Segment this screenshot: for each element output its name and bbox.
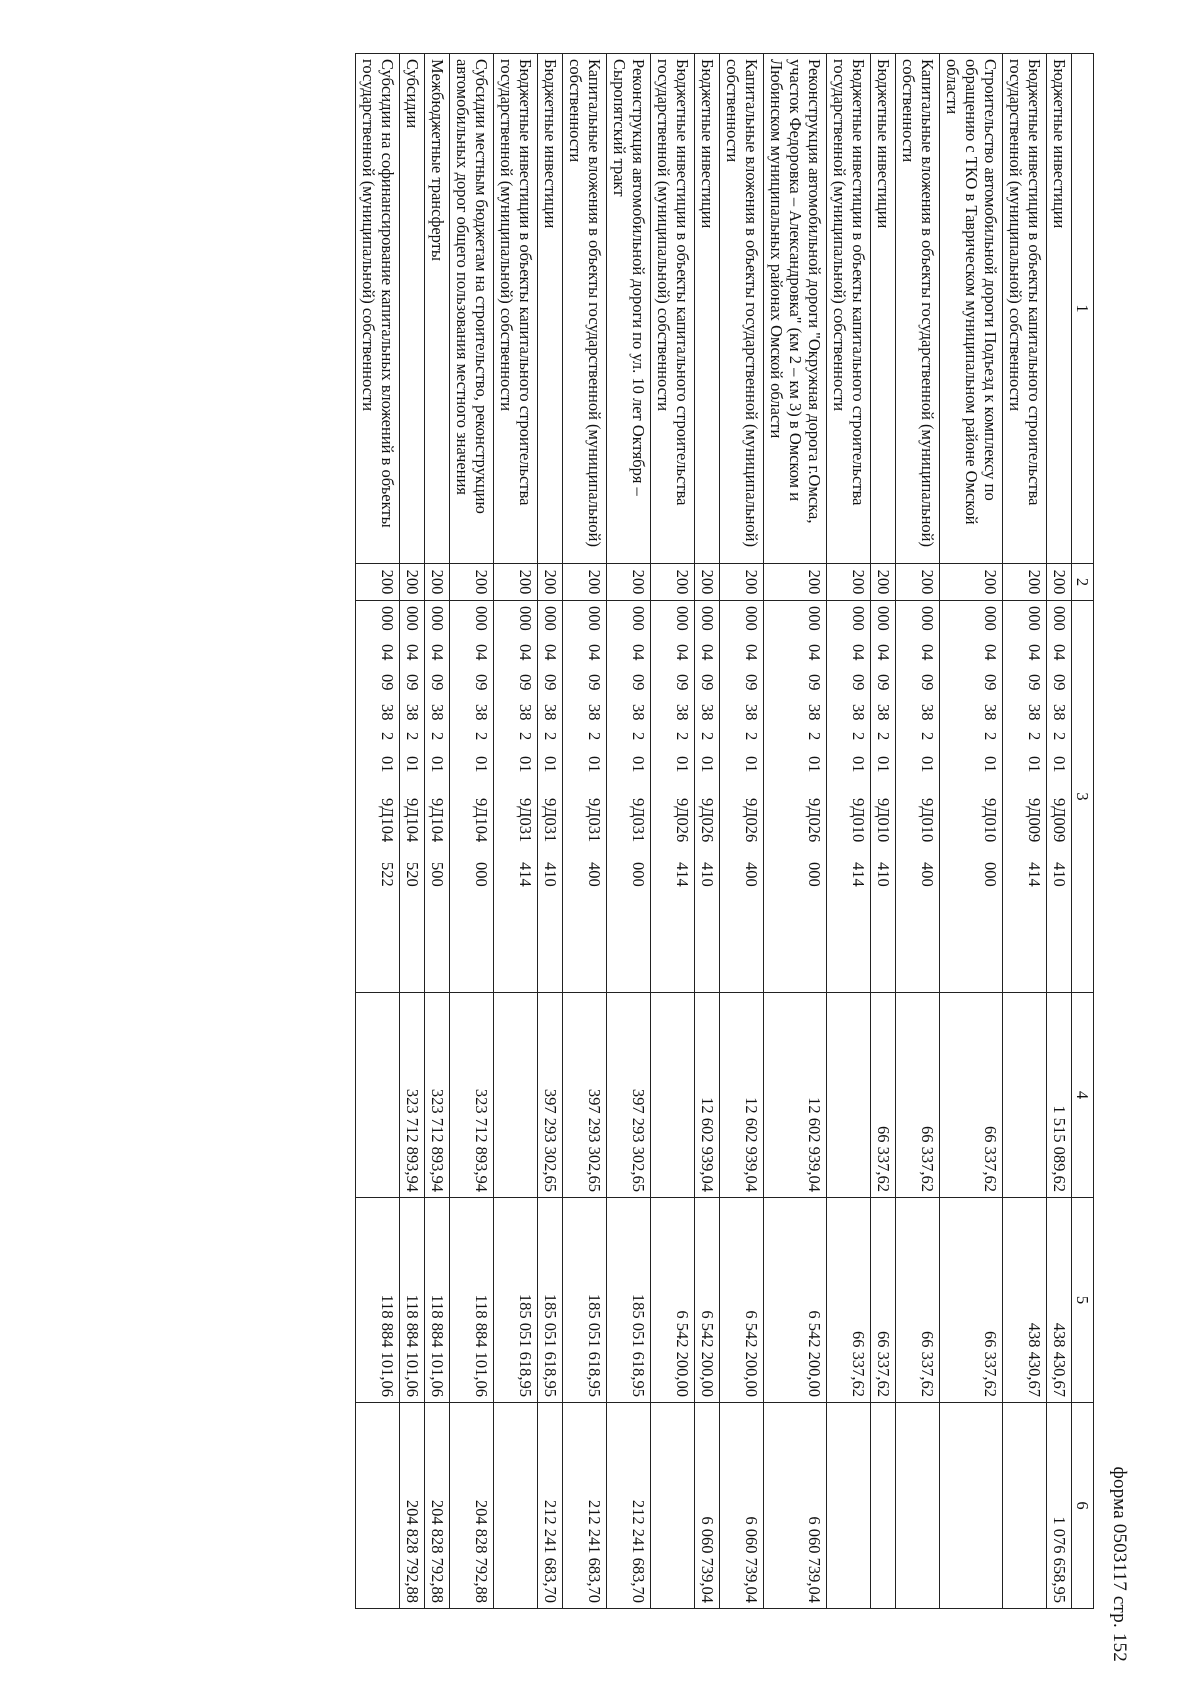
executed-amount-cell: 66 337,62 <box>827 1198 871 1403</box>
budget-code-part: 38 <box>629 704 648 721</box>
budget-code <box>472 606 491 987</box>
budget-code-part: 9Д104 <box>378 798 397 843</box>
budget-code-part: 400 <box>742 862 761 887</box>
executed-amount-cell: 118 884 101,06 <box>425 1198 450 1403</box>
budget-code-part: 000 <box>472 606 491 631</box>
budget-code-part: 9Д009 <box>1025 798 1044 843</box>
budget-code <box>629 606 648 987</box>
budget-code-cell <box>871 601 896 993</box>
unexecuted-amount-cell: 6 060 739,04 <box>720 1403 764 1609</box>
line-code-cell: 200 <box>1047 564 1072 601</box>
table-row <box>764 54 827 1609</box>
budget-code-part: 000 <box>918 606 937 631</box>
budget-code-part: 000 <box>629 862 648 887</box>
budget-code-part: 01 <box>541 756 560 773</box>
budget-code-part: 414 <box>849 862 868 887</box>
budget-code-cell <box>1047 601 1072 993</box>
executed-amount-cell: 6 542 200,00 <box>720 1198 764 1403</box>
budget-code-part: 09 <box>742 674 761 691</box>
budget-code-cell <box>425 601 450 993</box>
budget-code-part: 04 <box>981 644 1000 661</box>
budget-code-part: 000 <box>849 606 868 631</box>
row-name-cell: Бюджетные инвестиции в объекты капитального строительства государственной (муниципальной) собственности <box>1003 54 1047 564</box>
budget-code-part: 2 <box>629 732 648 741</box>
unexecuted-amount-cell: 1 076 658,95 <box>1047 1403 1072 1609</box>
unexecuted-amount-cell <box>896 1403 940 1609</box>
line-code-cell: 200 <box>356 564 400 601</box>
budget-code-part: 2 <box>472 732 491 741</box>
budget-code <box>874 606 893 987</box>
budget-code-part: 01 <box>428 756 447 773</box>
budget-code-part: 38 <box>698 704 717 721</box>
budget-code-part: 000 <box>742 606 761 631</box>
row-name-cell: Субсидии на софинансирование капитальных вложений в объекты государственной (муниципальной) собственности <box>356 54 400 564</box>
budget-code-part: 38 <box>874 704 893 721</box>
row-name-cell: Межбюджетные трансферты <box>425 54 450 564</box>
budget-code-part: 000 <box>541 606 560 631</box>
budget-code-part: 000 <box>805 606 824 631</box>
budget-code-part: 09 <box>541 674 560 691</box>
budget-code-part: 9Д031 <box>516 798 535 843</box>
row-name-cell: Бюджетные инвестиции <box>538 54 563 564</box>
budget-code-part: 01 <box>805 756 824 773</box>
table-row <box>871 54 896 1609</box>
budget-code-cell <box>651 601 695 993</box>
executed-amount-cell: 118 884 101,06 <box>356 1198 400 1403</box>
budget-code-part: 2 <box>1050 732 1069 741</box>
unexecuted-amount-cell <box>940 1403 1003 1609</box>
approved-amount-cell <box>1003 993 1047 1198</box>
executed-amount-cell: 438 430,67 <box>1003 1198 1047 1403</box>
budget-code <box>541 606 560 987</box>
approved-amount-cell: 1 515 089,62 <box>1047 993 1072 1198</box>
executed-amount-cell: 438 430,67 <box>1047 1198 1072 1403</box>
budget-code-part: 9Д104 <box>403 798 422 843</box>
budget-code-part: 04 <box>403 644 422 661</box>
budget-code-part: 09 <box>403 674 422 691</box>
budget-code-part: 410 <box>874 862 893 887</box>
header-cell-name: 1 <box>1072 54 1094 564</box>
row-name-cell: Капитальные вложения в объекты государственной (муниципальной) собственности <box>720 54 764 564</box>
budget-code-cell <box>695 601 720 993</box>
executed-amount-cell: 118 884 101,06 <box>450 1198 494 1403</box>
line-code-cell: 200 <box>400 564 425 601</box>
budget-code-part: 09 <box>849 674 868 691</box>
rotated-page <box>92 53 1132 1670</box>
budget-code-cell <box>940 601 1003 993</box>
budget-code-part: 09 <box>981 674 1000 691</box>
budget-code-cell <box>494 601 538 993</box>
budget-code-part: 2 <box>805 732 824 741</box>
budget-code-part: 38 <box>585 704 604 721</box>
approved-amount-cell <box>651 993 695 1198</box>
budget-code-part: 000 <box>805 862 824 887</box>
budget-code-part: 000 <box>981 862 1000 887</box>
budget-code <box>428 606 447 987</box>
budget-code-cell <box>450 601 494 993</box>
budget-code-cell <box>563 601 607 993</box>
executed-amount-cell: 66 337,62 <box>871 1198 896 1403</box>
budget-code-part: 04 <box>1025 644 1044 661</box>
budget-code-part: 04 <box>541 644 560 661</box>
table-row <box>651 54 695 1609</box>
budget-code-part: 2 <box>981 732 1000 741</box>
row-name-cell: Субсидии местным бюджетам на строительство, реконструкцию автомобильных дорог общего пользования местного значения <box>450 54 494 564</box>
budget-code-part: 38 <box>472 704 491 721</box>
budget-code-part: 414 <box>1025 862 1044 887</box>
budget-code <box>805 606 824 987</box>
budget-code-part: 01 <box>698 756 717 773</box>
budget-code-part: 04 <box>428 644 447 661</box>
budget-code-part: 04 <box>673 644 692 661</box>
budget-code-part: 04 <box>1050 644 1069 661</box>
budget-code-part: 04 <box>918 644 937 661</box>
budget-code <box>849 606 868 987</box>
table-row <box>538 54 563 1609</box>
budget-code-cell <box>607 601 651 993</box>
executed-amount-cell: 66 337,62 <box>896 1198 940 1403</box>
budget-code-part: 01 <box>918 756 937 773</box>
budget-code-part: 2 <box>403 732 422 741</box>
line-code-cell: 200 <box>425 564 450 601</box>
budget-code-part: 01 <box>673 756 692 773</box>
approved-amount-cell <box>827 993 871 1198</box>
unexecuted-amount-cell <box>871 1403 896 1609</box>
budget-code-part: 000 <box>378 606 397 631</box>
budget-code-part: 9Д104 <box>472 798 491 843</box>
budget-code <box>585 606 604 987</box>
budget-code-cell <box>538 601 563 993</box>
approved-amount-cell: 12 602 939,04 <box>764 993 827 1198</box>
budget-code-cell <box>400 601 425 993</box>
approved-amount-cell: 66 337,62 <box>896 993 940 1198</box>
row-name-cell: Бюджетные инвестиции <box>695 54 720 564</box>
budget-code-part: 000 <box>629 606 648 631</box>
budget-code-part: 01 <box>472 756 491 773</box>
budget-code-part: 410 <box>541 862 560 887</box>
budget-code-part: 38 <box>673 704 692 721</box>
budget-code-part: 38 <box>742 704 761 721</box>
table-row <box>607 54 651 1609</box>
unexecuted-amount-cell: 204 828 792,88 <box>450 1403 494 1609</box>
approved-amount-cell: 323 712 893,94 <box>450 993 494 1198</box>
budget-code-part: 000 <box>428 606 447 631</box>
budget-code-part: 000 <box>673 606 692 631</box>
table-row <box>494 54 538 1609</box>
header-cell-approved: 4 <box>1072 993 1094 1198</box>
budget-code-part: 400 <box>918 862 937 887</box>
executed-amount-cell: 6 542 200,00 <box>695 1198 720 1403</box>
budget-code-part: 38 <box>981 704 1000 721</box>
budget-code-part: 410 <box>1050 862 1069 887</box>
budget-code-part: 09 <box>378 674 397 691</box>
budget-code-part: 38 <box>918 704 937 721</box>
budget-code-cell <box>896 601 940 993</box>
budget-code-part: 04 <box>874 644 893 661</box>
budget-code-part: 9Д026 <box>673 798 692 843</box>
line-code-cell: 200 <box>827 564 871 601</box>
budget-code-cell <box>764 601 827 993</box>
budget-code-part: 000 <box>1050 606 1069 631</box>
unexecuted-amount-cell <box>356 1403 400 1609</box>
budget-code-part: 38 <box>805 704 824 721</box>
budget-code-part: 09 <box>673 674 692 691</box>
header-cell-line-code: 2 <box>1072 564 1094 601</box>
budget-code-part: 04 <box>516 644 535 661</box>
approved-amount-cell: 397 293 302,65 <box>607 993 651 1198</box>
line-code-cell: 200 <box>871 564 896 601</box>
approved-amount-cell: 323 712 893,94 <box>400 993 425 1198</box>
budget-code-part: 04 <box>472 644 491 661</box>
budget-code-part: 500 <box>428 862 447 887</box>
approved-amount-cell: 12 602 939,04 <box>720 993 764 1198</box>
executed-amount-cell: 185 051 618,95 <box>494 1198 538 1403</box>
budget-code-part: 01 <box>629 756 648 773</box>
budget-code-part: 09 <box>629 674 648 691</box>
budget-code-part: 09 <box>918 674 937 691</box>
budget-code-part: 2 <box>428 732 447 741</box>
budget-code-part: 414 <box>516 862 535 887</box>
row-name-cell: Бюджетные инвестиции в объекты капитального строительства государственной (муниципальной) собственности <box>651 54 695 564</box>
budget-code-part: 9Д031 <box>585 798 604 843</box>
budget-code-part: 9Д026 <box>805 798 824 843</box>
budget-code-part: 01 <box>1050 756 1069 773</box>
table-row <box>720 54 764 1609</box>
budget-code-part: 04 <box>805 644 824 661</box>
unexecuted-amount-cell: 212 241 683,70 <box>563 1403 607 1609</box>
row-name-cell: Строительство автомобильной дороги Подъезд к комплексу по обращению с ТКО в Таврическом муниципальном районе Омской области <box>940 54 1003 564</box>
budget-code-part: 04 <box>378 644 397 661</box>
budget-code-part: 38 <box>541 704 560 721</box>
table-row <box>1047 54 1072 1609</box>
budget-code-part: 09 <box>874 674 893 691</box>
budget-code-part: 2 <box>698 732 717 741</box>
executed-amount-cell: 118 884 101,06 <box>400 1198 425 1403</box>
table-row <box>563 54 607 1609</box>
line-code-cell: 200 <box>651 564 695 601</box>
budget-code <box>981 606 1000 987</box>
budget-code-part: 09 <box>516 674 535 691</box>
line-code-cell: 200 <box>695 564 720 601</box>
budget-code-cell <box>356 601 400 993</box>
budget-code-part: 2 <box>742 732 761 741</box>
budget-code-part: 38 <box>403 704 422 721</box>
line-code-cell: 200 <box>940 564 1003 601</box>
budget-code-part: 09 <box>1025 674 1044 691</box>
budget-code-part: 414 <box>673 862 692 887</box>
budget-code-part: 000 <box>981 606 1000 631</box>
budget-code-part: 000 <box>585 606 604 631</box>
budget-code-part: 01 <box>874 756 893 773</box>
budget-execution-table <box>355 53 1094 1609</box>
executed-amount-cell: 6 542 200,00 <box>764 1198 827 1403</box>
row-name-cell: Бюджетные инвестиции в объекты капитального строительства государственной (муниципальной) собственности <box>494 54 538 564</box>
budget-code <box>742 606 761 987</box>
budget-code-part: 38 <box>516 704 535 721</box>
budget-code-part: 38 <box>849 704 868 721</box>
budget-code-part: 9Д026 <box>742 798 761 843</box>
budget-code-part: 2 <box>673 732 692 741</box>
budget-code-part: 2 <box>1025 732 1044 741</box>
table-row <box>896 54 940 1609</box>
budget-code-part: 09 <box>428 674 447 691</box>
budget-code-part: 9Д010 <box>849 798 868 843</box>
budget-code <box>698 606 717 987</box>
budget-code-part: 01 <box>403 756 422 773</box>
unexecuted-amount-cell: 204 828 792,88 <box>425 1403 450 1609</box>
approved-amount-cell <box>356 993 400 1198</box>
budget-code-cell <box>827 601 871 993</box>
row-name-cell: Капитальные вложения в объекты государственной (муниципальной) собственности <box>896 54 940 564</box>
unexecuted-amount-cell <box>1003 1403 1047 1609</box>
budget-code-part: 2 <box>585 732 604 741</box>
budget-code-part: 2 <box>378 732 397 741</box>
budget-code-part: 09 <box>698 674 717 691</box>
budget-code <box>378 606 397 987</box>
line-code-cell: 200 <box>450 564 494 601</box>
unexecuted-amount-cell: 204 828 792,88 <box>400 1403 425 1609</box>
executed-amount-cell: 6 542 200,00 <box>651 1198 695 1403</box>
unexecuted-amount-cell: 6 060 739,04 <box>764 1403 827 1609</box>
budget-code-part: 000 <box>1025 606 1044 631</box>
executed-amount-cell: 185 051 618,95 <box>538 1198 563 1403</box>
approved-amount-cell: 66 337,62 <box>871 993 896 1198</box>
budget-code-part: 01 <box>1025 756 1044 773</box>
unexecuted-amount-cell <box>494 1403 538 1609</box>
line-code-cell: 200 <box>607 564 651 601</box>
budget-code-part: 01 <box>742 756 761 773</box>
budget-code-part: 000 <box>403 606 422 631</box>
table-row <box>1003 54 1047 1609</box>
line-code-cell: 200 <box>720 564 764 601</box>
row-name-cell: Бюджетные инвестиции <box>1047 54 1072 564</box>
approved-amount-cell: 397 293 302,65 <box>538 993 563 1198</box>
header-cell-unexecuted: 6 <box>1072 1403 1094 1609</box>
budget-code-part: 2 <box>874 732 893 741</box>
row-name-cell: Бюджетные инвестиции <box>871 54 896 564</box>
header-cell-executed: 5 <box>1072 1198 1094 1403</box>
budget-code-part: 2 <box>516 732 535 741</box>
unexecuted-amount-cell: 212 241 683,70 <box>538 1403 563 1609</box>
row-name-cell: Реконструкция автомобильной дороги "Окружная дорога г.Омска, участок Федоровка – Александровка" (км 2 – км 3) в Омском и Любинском муниципальных районах Омской области <box>764 54 827 564</box>
table-row <box>425 54 450 1609</box>
budget-code-cell <box>1003 601 1047 993</box>
budget-code-part: 38 <box>1050 704 1069 721</box>
table-row <box>827 54 871 1609</box>
table-row <box>450 54 494 1609</box>
budget-code-part: 38 <box>428 704 447 721</box>
budget-code-part: 2 <box>918 732 937 741</box>
budget-code-part: 38 <box>378 704 397 721</box>
budget-code-part: 01 <box>849 756 868 773</box>
budget-code-part: 01 <box>981 756 1000 773</box>
row-name-cell: Бюджетные инвестиции в объекты капитального строительства государственной (муниципальной) собственности <box>827 54 871 564</box>
budget-code <box>673 606 692 987</box>
budget-code-part: 01 <box>516 756 535 773</box>
budget-code-part: 04 <box>698 644 717 661</box>
table-row <box>940 54 1003 1609</box>
budget-code-part: 9Д026 <box>698 798 717 843</box>
header-cell-budget-code: 3 <box>1072 601 1094 993</box>
approved-amount-cell: 397 293 302,65 <box>563 993 607 1198</box>
approved-amount-cell <box>494 993 538 1198</box>
unexecuted-amount-cell: 212 241 683,70 <box>607 1403 651 1609</box>
budget-code-part: 9Д031 <box>629 798 648 843</box>
row-name-cell: Реконструкция автомобильной дороги по ул. 10 лет Октября – Сыропятский тракт <box>607 54 651 564</box>
executed-amount-cell: 185 051 618,95 <box>607 1198 651 1403</box>
budget-code <box>516 606 535 987</box>
budget-code-part: 04 <box>629 644 648 661</box>
budget-code-part: 09 <box>472 674 491 691</box>
line-code-cell: 200 <box>1003 564 1047 601</box>
approved-amount-cell: 12 602 939,04 <box>695 993 720 1198</box>
budget-code-part: 9Д009 <box>1050 798 1069 843</box>
budget-code-part: 04 <box>742 644 761 661</box>
row-name-cell: Капитальные вложения в объекты государственной (муниципальной) собственности <box>563 54 607 564</box>
budget-code-part: 2 <box>849 732 868 741</box>
executed-amount-cell: 66 337,62 <box>940 1198 1003 1403</box>
budget-code-part: 9Д010 <box>981 798 1000 843</box>
budget-code-part: 2 <box>541 732 560 741</box>
budget-code-part: 9Д010 <box>918 798 937 843</box>
budget-code-part: 9Д031 <box>541 798 560 843</box>
budget-code-part: 9Д010 <box>874 798 893 843</box>
budget-code-cell <box>720 601 764 993</box>
budget-code-part: 04 <box>849 644 868 661</box>
executed-amount-cell: 185 051 618,95 <box>563 1198 607 1403</box>
budget-code-part: 000 <box>874 606 893 631</box>
budget-code-part: 000 <box>516 606 535 631</box>
table-row <box>356 54 400 1609</box>
budget-code-part: 01 <box>378 756 397 773</box>
budget-code-part: 000 <box>698 606 717 631</box>
budget-code-part: 01 <box>585 756 604 773</box>
budget-code-part: 9Д104 <box>428 798 447 843</box>
table-row <box>695 54 720 1609</box>
line-code-cell: 200 <box>764 564 827 601</box>
budget-code-part: 09 <box>585 674 604 691</box>
line-code-cell: 200 <box>538 564 563 601</box>
budget-code <box>1050 606 1069 987</box>
budget-code <box>1025 606 1044 987</box>
line-code-cell: 200 <box>563 564 607 601</box>
budget-code-part: 522 <box>378 862 397 887</box>
budget-code-part: 410 <box>698 862 717 887</box>
approved-amount-cell: 66 337,62 <box>940 993 1003 1198</box>
budget-code <box>918 606 937 987</box>
unexecuted-amount-cell: 6 060 739,04 <box>695 1403 720 1609</box>
budget-code-part: 09 <box>1050 674 1069 691</box>
budget-code-part: 04 <box>585 644 604 661</box>
table-body <box>356 54 1094 1609</box>
budget-code-part: 000 <box>472 862 491 887</box>
budget-code-part: 520 <box>403 862 422 887</box>
unexecuted-amount-cell <box>827 1403 871 1609</box>
line-code-cell: 200 <box>494 564 538 601</box>
budget-code-part: 38 <box>1025 704 1044 721</box>
budget-code-part: 09 <box>805 674 824 691</box>
unexecuted-amount-cell <box>651 1403 695 1609</box>
row-name-cell: Субсидии <box>400 54 425 564</box>
line-code-cell: 200 <box>896 564 940 601</box>
column-number-header-row <box>1072 54 1094 1609</box>
table-row <box>400 54 425 1609</box>
budget-code <box>403 606 422 987</box>
budget-code-part: 400 <box>585 862 604 887</box>
form-label: форма 0503117 стр. 152 <box>1109 1466 1130 1662</box>
approved-amount-cell: 323 712 893,94 <box>425 993 450 1198</box>
